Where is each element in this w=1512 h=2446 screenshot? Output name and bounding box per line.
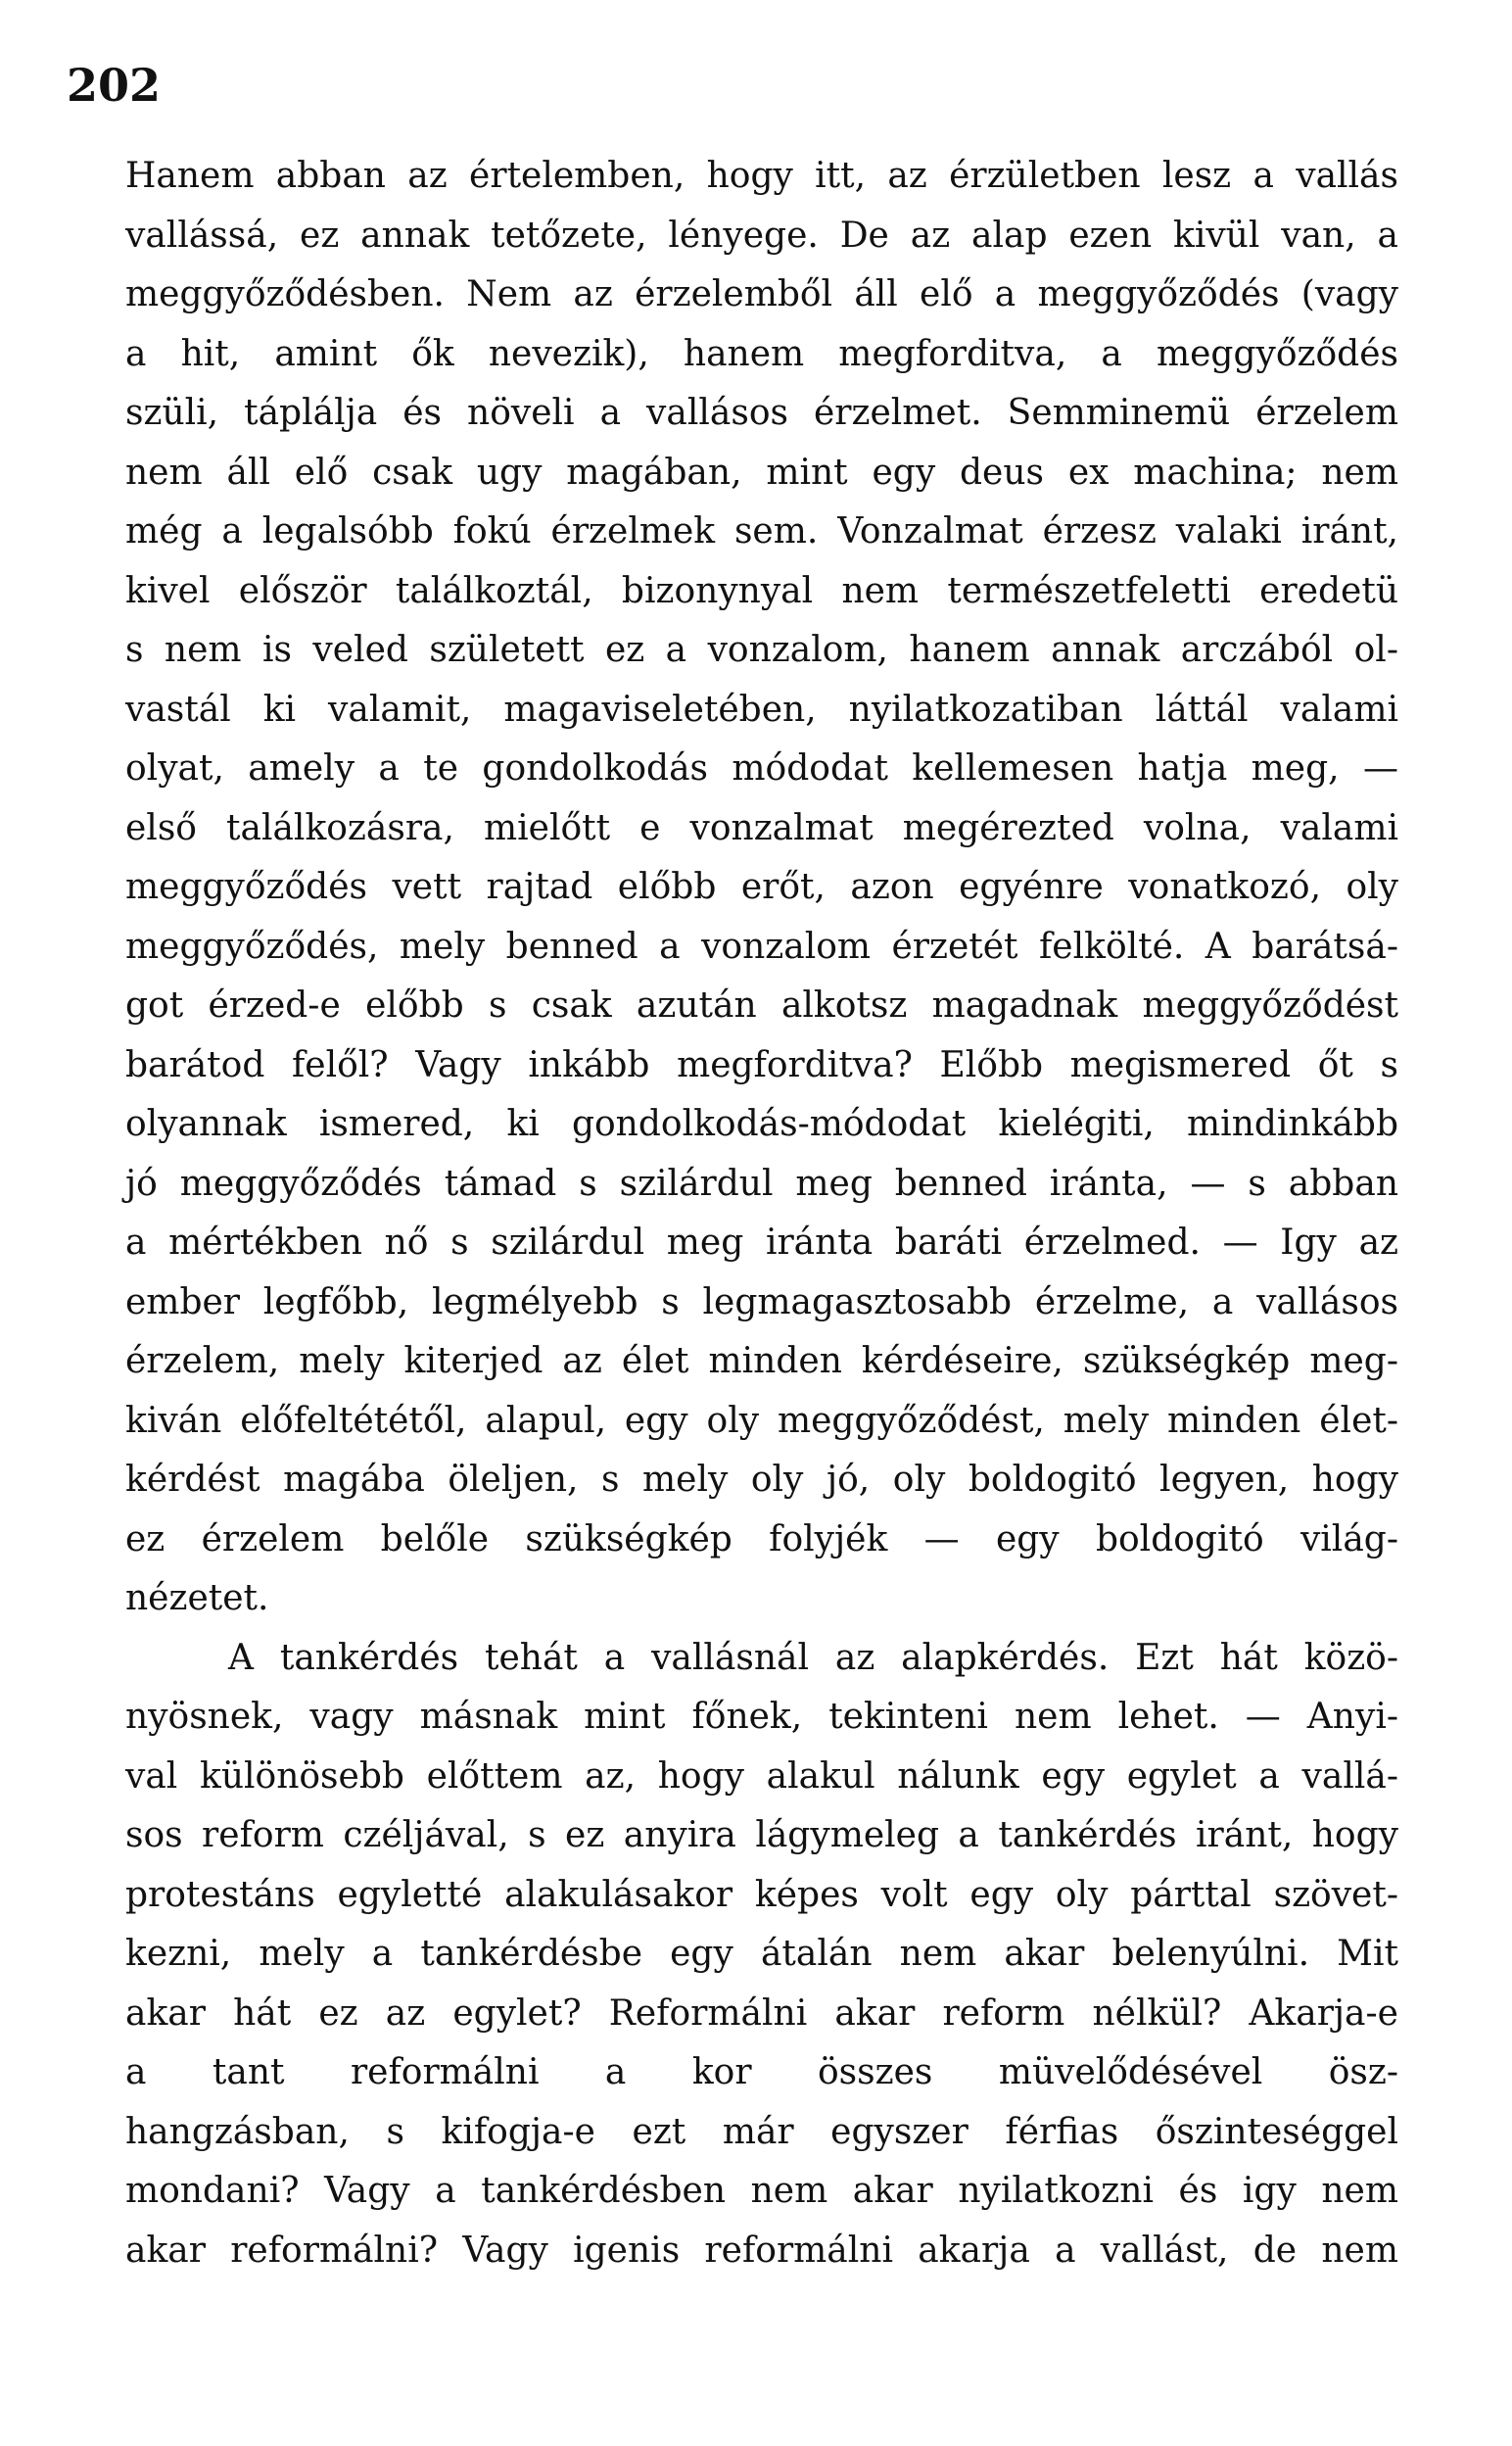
text-line: olyat, amely a te gondolkodás módodat kellemesen hatja meg, — <box>125 748 1398 789</box>
text-line: még a legalsóbb fokú érzelmek sem. Vonzalmat érzesz valaki iránt, <box>125 511 1398 552</box>
text-line: ember legfőbb, legmélyebb s legmagasztosabb érzelme, a vallásos <box>125 1281 1398 1322</box>
text-line: a hit, amint ők nevezik), hanem megforditva, a meggyőződés <box>125 333 1398 374</box>
text-line: hangzásban, s kifogja-e ezt már egyszer férfias őszinteséggel <box>125 2111 1398 2152</box>
text-line: A tankérdés tehát a vallásnál az alapkérdés. Ezt hát közö- <box>228 1637 1398 1678</box>
text-line: nyösnek, vagy másnak mint főnek, tekinteni nem lehet. — Anyi- <box>125 1697 1398 1737</box>
text-line: barátod felől? Vagy inkább megforditva? Előbb megismered őt s <box>125 1044 1398 1085</box>
text-line: szüli, táplálja és növeli a vallásos érzelmet. Semminemü érzelem <box>125 393 1398 433</box>
text-line: jó meggyőződés támad s szilárdul meg benned iránta, — s abban <box>125 1163 1398 1204</box>
text-line: vastál ki valamit, magaviseletében, nyilatkozatiban láttál valami <box>125 689 1398 730</box>
text-line: érzelem, mely kiterjed az élet minden kérdéseire, szükségkép meg- <box>125 1341 1398 1381</box>
text-line: olyannak ismered, ki gondolkodás-módodat kielégiti, mindinkább <box>125 1104 1398 1144</box>
text-line: vallássá, ez annak tetőzete, lényege. De az alap ezen kivül van, a <box>125 215 1398 256</box>
text-line: ez érzelem belőle szükségkép folyjék — egy boldogitó világ- <box>125 1518 1398 1559</box>
text-line: mondani? Vagy a tankérdésben nem akar nyilatkozni és igy nem <box>125 2171 1398 2211</box>
text-line: kiván előfeltététől, alapul, egy oly meggyőződést, mely minden élet- <box>125 1400 1398 1441</box>
body-text <box>125 147 1398 2280</box>
text-line: akar reformálni? Vagy igenis reformálni akarja a vallást, de nem <box>125 2230 1398 2271</box>
text-line: protestáns egyletté alakulásakor képes volt egy oly párttal szövet- <box>125 1874 1398 1915</box>
text-line: got érzed-e előbb s csak azután alkotsz magadnak meggyőződést <box>125 985 1398 1026</box>
text-line: nem áll elő csak ugy magában, mint egy deus ex machina; nem <box>125 452 1398 493</box>
text-line: meggyőződés, mely benned a vonzalom érzetét felkölté. A barátsá- <box>125 926 1398 967</box>
text-line: kérdést magába öleljen, s mely oly jó, oly boldogitó legyen, hogy <box>125 1460 1398 1500</box>
text-line: meggyőződésben. Nem az érzelemből áll elő a meggyőződés (vagy <box>125 274 1398 314</box>
text-line: kivel először találkoztál, bizonynyal nem természetfeletti eredetü <box>125 570 1398 611</box>
text-line: nézetet. <box>125 1578 269 1618</box>
text-line: val különösebb előttem az, hogy alakul nálunk egy egylet a vallá- <box>125 1755 1398 1797</box>
text-line: a mértékben nő s szilárdul meg iránta baráti érzelmed. — Igy az <box>125 1223 1398 1263</box>
text-line: s nem is veled született ez a vonzalom, hanem annak arczából ol- <box>125 630 1398 670</box>
text-line: akar hát ez az egylet? Reformálni akar reform nélkül? Akarja-e <box>125 1992 1398 2034</box>
text-line: meggyőződés vett rajtad előbb erőt, azon egyénre vonatkozó, oly <box>125 867 1398 907</box>
text-line: a tant reformálni a kor összes müvelődésével ösz- <box>125 2052 1398 2092</box>
text-line: kezni, mely a tankérdésbe egy átalán nem akar belenyúlni. Mit <box>125 1934 1398 1974</box>
text-line: sos reform czéljával, s ez anyira lágymeleg a tankérdés iránt, hogy <box>125 1815 1398 1855</box>
text-line: Hanem abban az értelemben, hogy itt, az érzületben lesz a vallás <box>125 156 1398 196</box>
text-line: első találkozásra, mielőtt e vonzalmat megérezted volna, valami <box>125 807 1398 848</box>
page-number: 202 <box>67 59 162 112</box>
